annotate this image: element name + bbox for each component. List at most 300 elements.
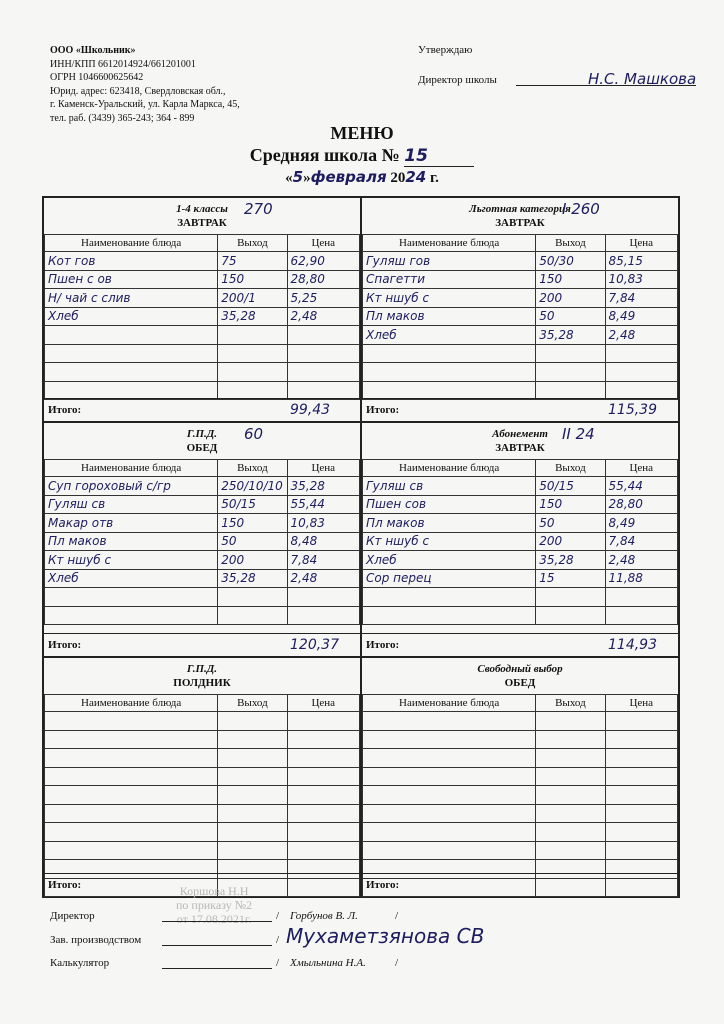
dish-price	[605, 344, 677, 363]
dish-name: Хлеб	[45, 569, 218, 588]
dish-name	[45, 363, 218, 382]
table-row	[45, 569, 360, 588]
section-header	[44, 198, 360, 234]
dish-price	[605, 381, 677, 400]
dish-price: 2,48	[287, 569, 359, 588]
org-address-2: г. Каменск-Уральский, ул. Карла Маркса, 45,	[50, 99, 240, 110]
dish-name	[363, 841, 536, 860]
dish-output	[536, 767, 605, 786]
col-dish-header: Наименование блюда	[45, 235, 218, 252]
dish-table	[44, 459, 360, 625]
col-dish-header: Наименование блюда	[363, 235, 536, 252]
dish-price	[605, 588, 677, 607]
total-value: 115,39	[608, 402, 657, 418]
section-category: Льготная категория	[469, 203, 571, 215]
dish-name	[45, 326, 218, 345]
dish-name	[45, 730, 218, 749]
dish-output: 250/10/10	[218, 477, 287, 496]
total-label: Итого:	[48, 639, 82, 651]
dish-name	[363, 606, 536, 625]
dish-name: Кот гов	[45, 252, 218, 271]
total-value: 114,93	[608, 637, 657, 653]
dish-price: 10,83	[287, 514, 359, 533]
dish-price	[287, 381, 359, 400]
table-row	[363, 749, 678, 768]
section-free-choice-lunch	[361, 657, 679, 897]
dish-output: 150	[536, 270, 605, 289]
section-meal: ЗАВТРАК	[495, 442, 545, 454]
dish-name	[363, 381, 536, 400]
col-out-header: Выход	[218, 460, 287, 477]
table-row	[45, 588, 360, 607]
dish-output: 15	[536, 569, 605, 588]
school-line	[0, 145, 724, 167]
dish-output	[218, 381, 287, 400]
dish-price: 62,90	[287, 252, 359, 271]
section-count: II 24	[562, 425, 595, 443]
org-ogrn: ОГРН 1046600625642	[50, 72, 144, 83]
director-approval	[418, 70, 708, 88]
section-category: Абонемент	[492, 428, 548, 440]
date-line	[0, 168, 724, 187]
table-row	[363, 252, 678, 271]
stamp-line-2: по приказу №2	[176, 898, 253, 912]
dish-name	[363, 363, 536, 382]
stamp-line-3: от 17.08.2021г.	[176, 912, 252, 926]
dish-name: Суп гороховый с/гр	[45, 477, 218, 496]
table-row	[363, 841, 678, 860]
dish-price: 85,15	[605, 252, 677, 271]
dish-output: 200	[218, 551, 287, 570]
dish-name: Макар отв	[45, 514, 218, 533]
total-value: 120,37	[290, 637, 339, 653]
total-value: 99,43	[290, 402, 331, 418]
dish-name	[363, 588, 536, 607]
section-meal: ОБЕД	[186, 442, 218, 454]
total-label: Итого:	[48, 879, 82, 891]
dish-output	[218, 606, 287, 625]
dish-price	[287, 804, 359, 823]
dish-price	[605, 841, 677, 860]
dish-output: 50	[536, 514, 605, 533]
dish-price	[287, 588, 359, 607]
table-row	[363, 270, 678, 289]
dish-output	[218, 712, 287, 731]
faded-stamp	[176, 884, 252, 926]
section-total	[44, 633, 360, 656]
dish-price: 28,80	[287, 270, 359, 289]
table-row	[363, 381, 678, 400]
dish-price	[287, 841, 359, 860]
dish-price: 10,83	[605, 270, 677, 289]
dish-price	[605, 767, 677, 786]
dish-name: Спагетти	[363, 270, 536, 289]
menu-title: МЕНЮ	[330, 123, 394, 143]
table-header-row	[363, 235, 678, 252]
dish-name: Хлеб	[45, 307, 218, 326]
dish-table	[44, 234, 360, 400]
dish-price: 35,28	[287, 477, 359, 496]
dish-name: Гуляш гов	[363, 252, 536, 271]
dish-name: Кт ншуб с	[363, 532, 536, 551]
section-total	[362, 398, 678, 421]
dish-name	[45, 767, 218, 786]
section-grade1-4-breakfast	[43, 197, 361, 422]
col-dish-header: Наименование блюда	[363, 695, 536, 712]
dish-name	[363, 804, 536, 823]
dish-output	[536, 841, 605, 860]
section-meal: ЗАВТРАК	[495, 217, 545, 229]
signature-label: Калькулятор	[50, 957, 110, 969]
dish-output	[536, 381, 605, 400]
section-count: I 260	[562, 200, 600, 218]
dish-output	[218, 588, 287, 607]
dish-output	[218, 786, 287, 805]
total-label: Итого:	[366, 879, 400, 891]
dish-name: Н/ чай с слив	[45, 289, 218, 308]
dish-name: Сор перец	[363, 569, 536, 588]
table-row	[45, 730, 360, 749]
dish-output	[218, 749, 287, 768]
table-row	[45, 344, 360, 363]
table-row	[45, 495, 360, 514]
signature-line	[162, 968, 272, 969]
dish-output: 50/15	[536, 477, 605, 496]
section-category: 1-4 классы	[176, 203, 228, 215]
dish-output: 200	[536, 532, 605, 551]
table-row	[363, 804, 678, 823]
dish-output: 50	[536, 307, 605, 326]
dish-output: 50	[218, 532, 287, 551]
section-category: Г.П.Д.	[186, 663, 218, 675]
dish-price	[605, 606, 677, 625]
dish-name: Кт ншуб с	[363, 289, 536, 308]
dish-name: Гуляш св	[45, 495, 218, 514]
table-row	[363, 606, 678, 625]
section-header	[362, 423, 678, 459]
stamp-line-1: Коршова Н.Н	[179, 884, 249, 898]
dish-price: 2,48	[605, 551, 677, 570]
dish-output: 35,28	[536, 326, 605, 345]
dish-output	[536, 823, 605, 842]
dish-output	[536, 749, 605, 768]
section-benefit-breakfast	[361, 197, 679, 422]
dish-name	[363, 767, 536, 786]
dish-output: 150	[218, 514, 287, 533]
dish-price	[287, 767, 359, 786]
table-row	[363, 588, 678, 607]
dish-table	[362, 694, 678, 897]
dish-price	[287, 712, 359, 731]
approve-label: Утверждаю	[418, 44, 473, 56]
col-dish-header: Наименование блюда	[45, 460, 218, 477]
signature-calculator: Калькулятор / Хмыльнина Н.А. /	[50, 957, 399, 969]
organization-block	[50, 44, 240, 125]
table-row	[45, 514, 360, 533]
table-row	[45, 252, 360, 271]
dish-price: 5,25	[287, 289, 359, 308]
dish-output	[536, 344, 605, 363]
col-out-header: Выход	[218, 695, 287, 712]
dish-output	[218, 730, 287, 749]
col-dish-header: Наименование блюда	[363, 460, 536, 477]
col-price-header: Цена	[605, 695, 677, 712]
dish-price: 55,44	[287, 495, 359, 514]
dish-name: Пшен сов	[363, 495, 536, 514]
dish-output	[218, 326, 287, 345]
dish-price: 7,84	[605, 289, 677, 308]
dish-output	[536, 363, 605, 382]
table-row	[45, 307, 360, 326]
year-end: г.	[429, 170, 439, 186]
table-row	[363, 326, 678, 345]
signature-label: Зав. производством	[50, 934, 142, 946]
org-address-1: Юрид. адрес: 623418, Свердловская обл.,	[50, 85, 226, 97]
section-category: Свободный выбор	[477, 663, 563, 675]
col-out-header: Выход	[536, 235, 605, 252]
dish-price	[287, 606, 359, 625]
dish-name	[363, 786, 536, 805]
section-category: Г.П.Д.	[186, 428, 218, 440]
table-row	[45, 477, 360, 496]
table-row	[363, 730, 678, 749]
col-price-header: Цена	[287, 235, 359, 252]
dish-output: 35,28	[218, 569, 287, 588]
dish-name: Пшен с ов	[45, 270, 218, 289]
table-header-row	[45, 235, 360, 252]
dish-name	[45, 344, 218, 363]
table-row	[363, 551, 678, 570]
section-meal: ПОЛДНИК	[173, 677, 231, 689]
dish-price: 8,49	[605, 514, 677, 533]
table-row	[363, 344, 678, 363]
dish-name	[45, 712, 218, 731]
dish-output	[218, 344, 287, 363]
dish-output	[218, 823, 287, 842]
date-month: февраля	[310, 168, 387, 186]
table-row	[45, 712, 360, 731]
section-count: 270	[244, 200, 273, 218]
org-name: ООО «Школьник»	[50, 45, 136, 56]
signature-handwritten-name: Мухаметзянова СВ	[286, 924, 485, 948]
dish-name	[45, 588, 218, 607]
dish-price	[287, 749, 359, 768]
dish-name	[45, 749, 218, 768]
director-label: Директор школы	[418, 74, 497, 86]
dish-output	[218, 363, 287, 382]
org-phone: тел. раб. (3439) 365-243; 364 - 899	[50, 112, 195, 124]
table-row	[363, 532, 678, 551]
table-row	[363, 514, 678, 533]
year-prefix: 20	[390, 170, 406, 186]
dish-table	[362, 234, 678, 400]
director-signature: Н.С. Машкова	[588, 70, 697, 88]
col-out-header: Выход	[536, 695, 605, 712]
section-header	[362, 658, 678, 694]
dish-output	[536, 786, 605, 805]
table-row	[363, 786, 678, 805]
table-row	[45, 767, 360, 786]
dish-name	[45, 823, 218, 842]
dish-output	[218, 841, 287, 860]
table-row	[45, 532, 360, 551]
school-label: Средняя школа №	[249, 145, 400, 165]
dish-name	[363, 823, 536, 842]
table-row	[45, 363, 360, 382]
table-row	[45, 326, 360, 345]
signature-production-head: Зав. производством / Мухаметзянова СВ	[50, 924, 485, 948]
section-total	[44, 398, 360, 421]
table-row	[45, 381, 360, 400]
date-open: «	[285, 170, 293, 186]
dish-price: 55,44	[605, 477, 677, 496]
table-row	[363, 363, 678, 382]
table-row	[45, 823, 360, 842]
dish-table	[44, 694, 360, 897]
table-row	[45, 606, 360, 625]
table-row	[363, 712, 678, 731]
dish-output: 35,28	[536, 551, 605, 570]
dish-name: Пл маков	[363, 307, 536, 326]
table-header-row	[363, 695, 678, 712]
table-row	[45, 749, 360, 768]
dish-price: 2,48	[287, 307, 359, 326]
dish-price: 28,80	[605, 495, 677, 514]
dish-output	[536, 606, 605, 625]
table-row	[363, 307, 678, 326]
table-header-row	[45, 695, 360, 712]
dish-output: 50/30	[536, 252, 605, 271]
dish-name	[363, 749, 536, 768]
dish-name: Кт ншуб с	[45, 551, 218, 570]
table-row	[45, 841, 360, 860]
dish-name	[45, 786, 218, 805]
dish-price	[605, 786, 677, 805]
dish-output	[218, 804, 287, 823]
dish-name: Пл маков	[363, 514, 536, 533]
section-subscription-breakfast	[361, 422, 679, 657]
dish-output	[218, 767, 287, 786]
dish-price	[605, 749, 677, 768]
dish-price: 8,48	[287, 532, 359, 551]
total-label: Итого:	[48, 404, 82, 416]
table-row	[363, 823, 678, 842]
dish-name	[45, 841, 218, 860]
table-row	[363, 495, 678, 514]
dish-price	[287, 730, 359, 749]
dish-price: 8,49	[605, 307, 677, 326]
dish-output: 150	[536, 495, 605, 514]
dish-price	[605, 730, 677, 749]
signature-line	[162, 945, 272, 946]
table-row	[45, 270, 360, 289]
school-number: 15	[404, 146, 474, 167]
dish-name: Пл маков	[45, 532, 218, 551]
section-total	[362, 633, 678, 656]
section-header	[44, 658, 360, 694]
table-header-row	[45, 460, 360, 477]
dish-output	[536, 804, 605, 823]
signature-name: Хмыльнина Н.А.	[290, 957, 366, 969]
dish-output	[536, 588, 605, 607]
table-row	[45, 289, 360, 308]
total-label: Итого:	[366, 639, 400, 651]
col-price-header: Цена	[287, 695, 359, 712]
dish-price	[605, 804, 677, 823]
dish-name	[363, 730, 536, 749]
dish-price	[287, 786, 359, 805]
dish-price: 11,88	[605, 569, 677, 588]
dish-table	[362, 459, 678, 625]
section-gpd-lunch	[43, 422, 361, 657]
dish-price	[605, 712, 677, 731]
total-label: Итого:	[366, 404, 400, 416]
table-row	[45, 551, 360, 570]
table-row	[45, 786, 360, 805]
dish-price	[287, 363, 359, 382]
dish-output: 150	[218, 270, 287, 289]
dish-output: 200	[536, 289, 605, 308]
signature-name: Горбунов В. Л.	[290, 910, 358, 922]
dish-price	[605, 823, 677, 842]
col-out-header: Выход	[536, 460, 605, 477]
dish-price: 7,84	[287, 551, 359, 570]
table-row	[363, 767, 678, 786]
dish-name: Гуляш св	[363, 477, 536, 496]
dish-name	[363, 712, 536, 731]
table-row	[363, 289, 678, 308]
dish-output: 75	[218, 252, 287, 271]
dish-price	[605, 363, 677, 382]
dish-name	[363, 344, 536, 363]
org-inn: ИНН/КПП 6612014924/661201001	[50, 58, 196, 70]
signature-director: Директор / Горбунов В. Л. /	[50, 910, 399, 922]
dish-price: 7,84	[605, 532, 677, 551]
col-price-header: Цена	[287, 460, 359, 477]
dish-output: 35,28	[218, 307, 287, 326]
dish-name: Хлеб	[363, 551, 536, 570]
dish-price	[287, 326, 359, 345]
dish-output: 50/15	[218, 495, 287, 514]
dish-output: 200/1	[218, 289, 287, 308]
dish-output	[536, 712, 605, 731]
date-mid: »	[303, 170, 311, 186]
section-meal: ОБЕД	[504, 677, 536, 689]
menu-grid	[42, 196, 680, 898]
dish-price	[287, 823, 359, 842]
dish-price: 2,48	[605, 326, 677, 345]
signature-line	[162, 921, 272, 922]
dish-name	[45, 804, 218, 823]
section-header	[362, 198, 678, 234]
signature-label: Директор	[50, 910, 95, 922]
table-row	[363, 477, 678, 496]
year-suffix: 24	[405, 168, 427, 186]
dish-name: Хлеб	[363, 326, 536, 345]
section-meal: ЗАВТРАК	[177, 217, 227, 229]
section-total	[362, 873, 678, 896]
col-out-header: Выход	[218, 235, 287, 252]
col-price-header: Цена	[605, 460, 677, 477]
dish-price	[287, 344, 359, 363]
section-header	[44, 423, 360, 459]
dish-output	[536, 730, 605, 749]
table-row	[45, 804, 360, 823]
col-price-header: Цена	[605, 235, 677, 252]
date-day: 5	[292, 168, 304, 186]
dish-name	[45, 381, 218, 400]
section-gpd-snack	[43, 657, 361, 897]
